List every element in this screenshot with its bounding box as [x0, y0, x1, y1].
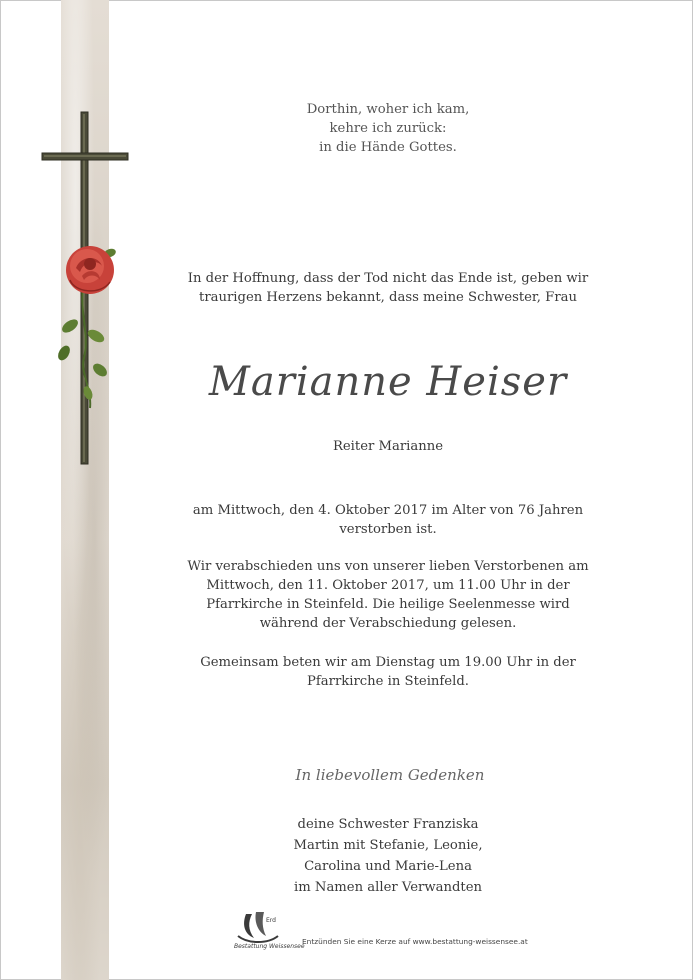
- verse-line: kehre ich zurück:: [329, 121, 447, 136]
- farewell-line: Wir verabschieden uns von unserer lieben Verstorbenen am: [187, 559, 589, 574]
- prayer-line: Pfarrkirche in Steinfeld.: [307, 674, 469, 689]
- svg-text:Erd: Erd: [266, 917, 276, 924]
- farewell-line: während der Verabschiedung gelesen.: [259, 616, 517, 631]
- maiden-name: Reiter Marianne: [332, 439, 444, 454]
- deceased-name: [208, 340, 568, 420]
- cross-with-rose-icon: [40, 108, 132, 468]
- farewell-line: Mittwoch, den 11. Oktober 2017, um 11.00 Uhr in der: [206, 578, 570, 593]
- svg-text:Marianne Heiser: Marianne Heiser: [208, 359, 568, 405]
- mourners-list: [163, 814, 613, 898]
- footer: [232, 906, 552, 950]
- mourner-line: Carolina und Marie-Lena: [304, 859, 472, 874]
- candle-link-text[interactable]: Entzünden Sie eine Kerze auf www.bestattung-weissensee.at: [302, 937, 528, 946]
- farewell-line: Pfarrkirche in Steinfeld. Die heilige Seelenmesse wird: [206, 597, 570, 612]
- intro-text: [163, 269, 613, 307]
- svg-text:Bestattung Weissensee: Bestattung Weissensee: [234, 943, 305, 950]
- prayer-text: [163, 653, 613, 691]
- mourner-line: deine Schwester Franziska: [297, 817, 479, 832]
- death-notice: [163, 501, 613, 539]
- memory-heading: [295, 754, 485, 794]
- mourner-line: im Namen aller Verwandten: [293, 880, 482, 895]
- farewell-text: [163, 557, 613, 633]
- bible-verse: [163, 100, 613, 157]
- prayer-line: Gemeinsam beten wir am Dienstag um 19.00 Uhr in der: [200, 655, 576, 670]
- death-line: verstorben ist.: [339, 522, 437, 537]
- death-line: am Mittwoch, den 4. Oktober 2017 im Alter von 76 Jahren: [192, 503, 584, 518]
- verse-line: in die Hände Gottes.: [319, 140, 457, 155]
- verse-line: Dorthin, woher ich kam,: [306, 102, 470, 117]
- mourner-line: Martin mit Stefanie, Leonie,: [293, 838, 483, 853]
- intro-line: In der Hoffnung, dass der Tod nicht das Ende ist, geben wir: [187, 271, 589, 286]
- funeral-home-logo: [232, 906, 305, 950]
- svg-text:In liebevollem Gedenken: In liebevollem Gedenken: [295, 766, 485, 784]
- intro-line: traurigen Herzens bekannt, dass meine Schwester, Frau: [199, 290, 577, 305]
